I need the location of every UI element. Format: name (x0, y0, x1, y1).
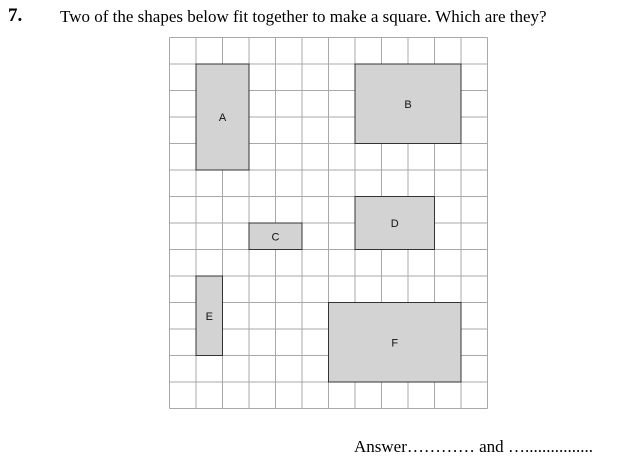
shape-label: D (390, 218, 399, 230)
square-grid (169, 37, 490, 410)
answer-blank-1[interactable]: ………… (406, 437, 475, 456)
answer-label: Answer (354, 437, 407, 456)
question-text: Two of the shapes below fit together to make a square. Which are they? (60, 7, 547, 26)
shape-label: C (271, 231, 280, 244)
shape-label: B (404, 98, 412, 111)
shape-b (355, 64, 461, 144)
question-number: 7. (8, 5, 23, 26)
shape-label: E (205, 310, 213, 323)
answer-blank-2[interactable]: …................ (507, 437, 593, 456)
shape-a (196, 64, 249, 170)
shape-e (196, 276, 223, 356)
answer-line (354, 437, 593, 457)
answer-and: and (474, 437, 508, 456)
shape-c (249, 223, 302, 250)
shape-label: A (218, 112, 227, 124)
shape-f (329, 303, 462, 383)
shape-d (355, 197, 435, 250)
shape-label: F (391, 337, 399, 350)
